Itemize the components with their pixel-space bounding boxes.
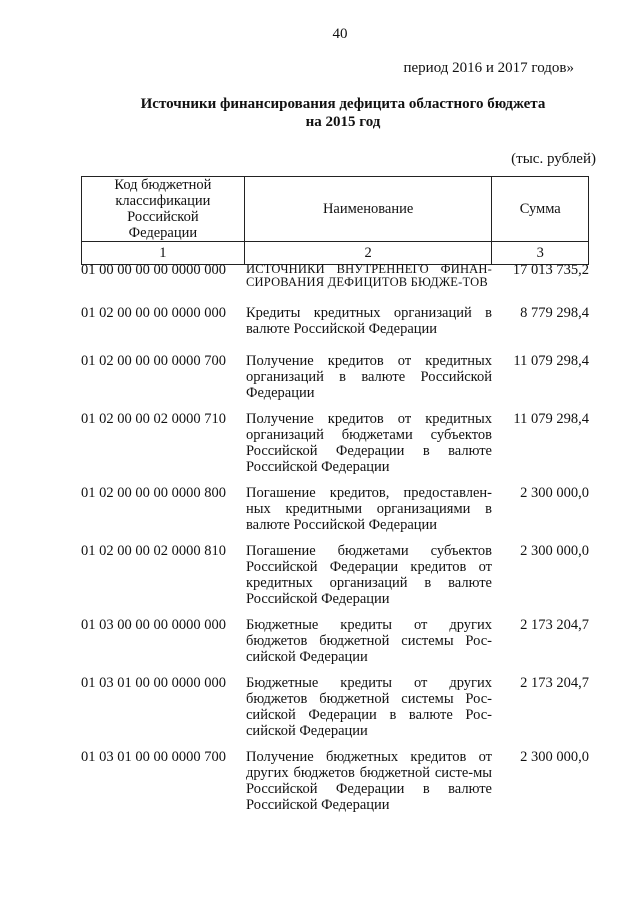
row-name: Получение кредитов от кредитных организаций в валюте Российской Федерации xyxy=(246,353,492,401)
page-number: 40 xyxy=(332,26,348,42)
row-amount: 8 779 298,4 xyxy=(520,305,589,321)
row-code: 01 03 00 00 00 0000 000 xyxy=(81,617,226,633)
table-row xyxy=(81,262,589,289)
row-amount: 11 079 298,4 xyxy=(513,353,589,369)
row-code: 01 02 00 00 00 0000 000 xyxy=(81,305,226,321)
header-number-1: 1 xyxy=(82,242,245,265)
row-name: Погашение бюджетами субъектов Российской Федерации кредитов от кредитных организаций в валюте Российской Федерации xyxy=(246,543,492,607)
row-name: Бюджетные кредиты от других бюджетов бюджетной системы Рос-сийской Федерации в валюте Рос-сийской Федерации xyxy=(246,675,492,739)
header-code xyxy=(82,177,245,242)
header-name: Наименование xyxy=(244,177,492,242)
row-amount: 2 300 000,0 xyxy=(520,485,589,501)
table-body xyxy=(81,262,589,813)
header-number-2: 2 xyxy=(244,242,492,265)
table-row xyxy=(81,543,589,607)
header-number-3: 3 xyxy=(492,242,589,265)
row-amount: 2 173 204,7 xyxy=(520,675,589,691)
row-amount: 2 173 204,7 xyxy=(520,617,589,633)
header-code-text: Код бюджетной классификации Российской Федерации xyxy=(114,177,212,241)
units-label: (тыс. рублей) xyxy=(511,151,596,167)
row-code: 01 03 01 00 00 0000 700 xyxy=(81,749,226,765)
table-row xyxy=(81,485,589,533)
table-row xyxy=(81,675,589,739)
document-title xyxy=(0,95,640,131)
row-name: Погашение кредитов, предоставлен-ных кредитными организациями в валюте Российской Федерации xyxy=(246,485,492,533)
row-code: 01 02 00 00 02 0000 710 xyxy=(81,411,226,427)
row-name: Кредиты кредитных организаций в валюте Российской Федерации xyxy=(246,305,492,337)
row-amount: 2 300 000,0 xyxy=(520,749,589,765)
table-row xyxy=(81,749,589,813)
row-code: 01 00 00 00 00 0000 000 xyxy=(81,262,226,278)
table-row xyxy=(81,411,589,475)
row-name: ИСТОЧНИКИ ВНУТРЕННЕГО ФИНАН-СИРОВАНИЯ ДЕФИЦИТОВ БЮДЖЕ-ТОВ xyxy=(246,262,492,289)
table-row xyxy=(81,617,589,665)
title-line-1: Источники финансирования дефицита областного бюджета xyxy=(140,96,546,112)
row-code: 01 02 00 00 02 0000 810 xyxy=(81,543,226,559)
row-amount: 11 079 298,4 xyxy=(513,411,589,427)
table-header xyxy=(81,176,589,265)
row-name: Получение бюджетных кредитов от других бюджетов бюджетной систе-мы Российской Федерации в валюте Российской Федерации xyxy=(246,749,492,813)
header-sum: Сумма xyxy=(492,177,589,242)
row-name: Получение кредитов от кредитных организаций бюджетами субъектов Российской Федерации в валюте Российской Федерации xyxy=(246,411,492,475)
row-code: 01 02 00 00 00 0000 700 xyxy=(81,353,226,369)
period-caption: период 2016 и 2017 годов» xyxy=(403,60,574,76)
title-line-2: на 2015 год xyxy=(305,114,381,130)
row-name: Бюджетные кредиты от других бюджетов бюджетной системы Рос-сийской Федерации xyxy=(246,617,492,665)
row-amount: 2 300 000,0 xyxy=(520,543,589,559)
table-row xyxy=(81,353,589,401)
row-code: 01 02 00 00 00 0000 800 xyxy=(81,485,226,501)
row-amount: 17 013 735,2 xyxy=(512,262,589,278)
table-row xyxy=(81,305,589,337)
row-code: 01 03 01 00 00 0000 000 xyxy=(81,675,226,691)
